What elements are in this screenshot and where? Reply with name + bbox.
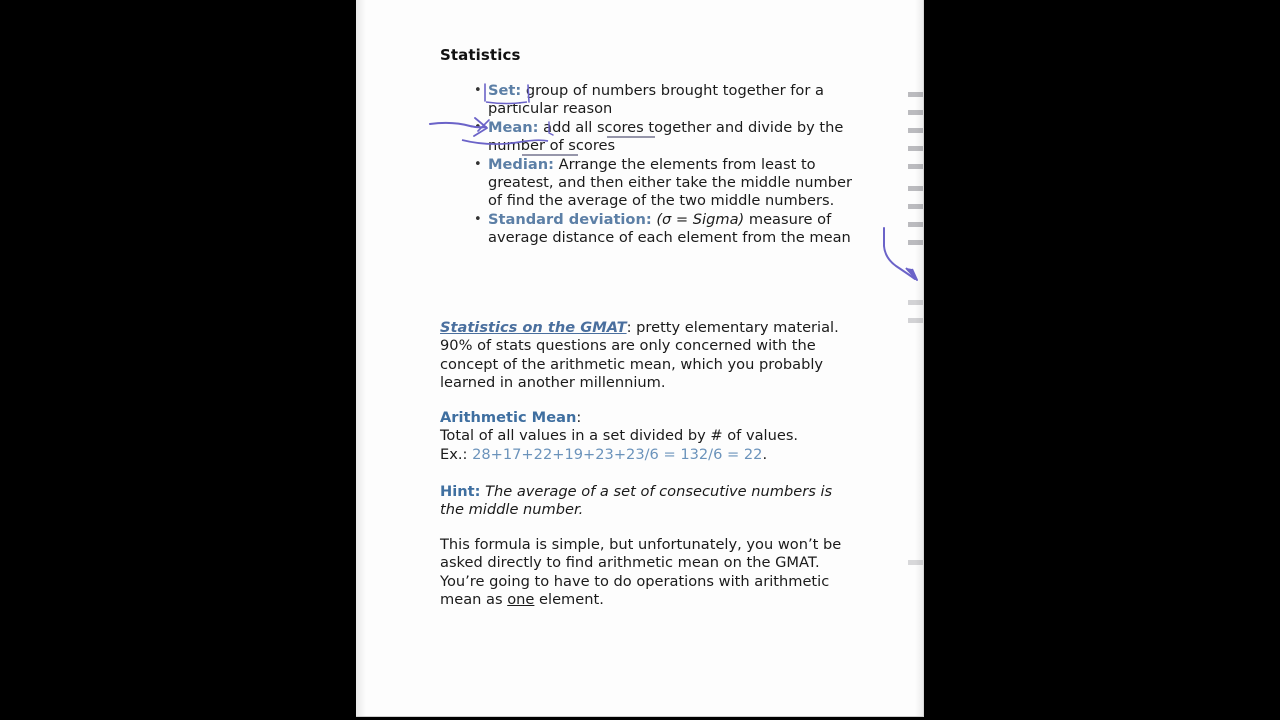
term-set: Set: xyxy=(488,82,522,99)
clipped-edge-text-bottom xyxy=(908,560,923,576)
definition-mean: add all scores together and divide by the number of scores xyxy=(488,118,844,155)
arithmetic-mean-heading: Arithmetic Mean xyxy=(440,409,577,426)
slide-page xyxy=(356,0,924,717)
definition-median: Arrange the elements from least to greatest, and then either take the middle number of find the average of the two middle numbers. xyxy=(488,155,852,210)
list-item-standard-deviation xyxy=(472,211,864,248)
closing-paragraph xyxy=(440,536,850,609)
arithmetic-mean-definition: Total of all values in a set divided by # of values. xyxy=(440,427,799,445)
gmat-note-paragraph xyxy=(440,319,850,392)
clipped-edge-text-lower xyxy=(908,300,923,324)
list-item-set xyxy=(472,82,864,119)
page-title: Statistics xyxy=(440,46,521,64)
arithmetic-mean-example-value: 28+17+22+19+23+23/6 = 132/6 = 22 xyxy=(472,445,763,463)
list-item-mean xyxy=(472,119,864,156)
definition-standard-deviation: measure of average distance of each element from the mean xyxy=(488,210,851,247)
list-item-median xyxy=(472,156,864,211)
definition-set: group of numbers brought together for a particular reason xyxy=(488,82,824,118)
bullet-dot-icon: • xyxy=(474,83,482,98)
hint-label: Hint: xyxy=(440,483,481,500)
letterbox-bar-right xyxy=(924,0,1280,720)
hint-paragraph xyxy=(440,483,850,520)
bullet-dot-icon: • xyxy=(474,211,482,227)
hint-text: The average of a set of consecutive numbers is the middle number. xyxy=(440,483,833,519)
term-standard-deviation: Standard deviation: xyxy=(488,210,652,228)
bullet-dot-icon: • xyxy=(474,156,482,172)
arithmetic-mean-heading-colon: : xyxy=(576,409,582,426)
sigma-symbol: (σ = Sigma) xyxy=(656,210,745,228)
letterbox-bar-left xyxy=(0,0,356,720)
bullet-dot-icon: • xyxy=(474,119,482,135)
closing-text-part1: This formula is simple, but unfortunately, you won’t be asked directly to find arithmetic mean on the GMAT. You’re going to have to do operations with arithmetic mean as xyxy=(440,536,842,608)
clipped-edge-text-middle xyxy=(908,186,923,248)
clipped-edge-text-upper xyxy=(908,92,923,178)
slide-content xyxy=(356,0,924,717)
closing-text-part2: element. xyxy=(534,590,604,608)
arithmetic-mean-example-label: Ex.: xyxy=(440,445,468,463)
arithmetic-mean-section xyxy=(440,409,850,464)
closing-emphasis-one: one xyxy=(507,590,535,608)
term-mean: Mean: xyxy=(488,118,539,136)
arithmetic-mean-example-period: . xyxy=(762,445,768,463)
gmat-note-lead: Statistics on the GMAT xyxy=(440,319,627,336)
gmat-note-body: : pretty elementary material. 90% of stats questions are only concerned with the concept of the arithmetic mean, which you probably learned in another millennium. xyxy=(440,319,839,391)
term-median: Median: xyxy=(488,155,554,173)
definitions-list xyxy=(472,82,864,248)
